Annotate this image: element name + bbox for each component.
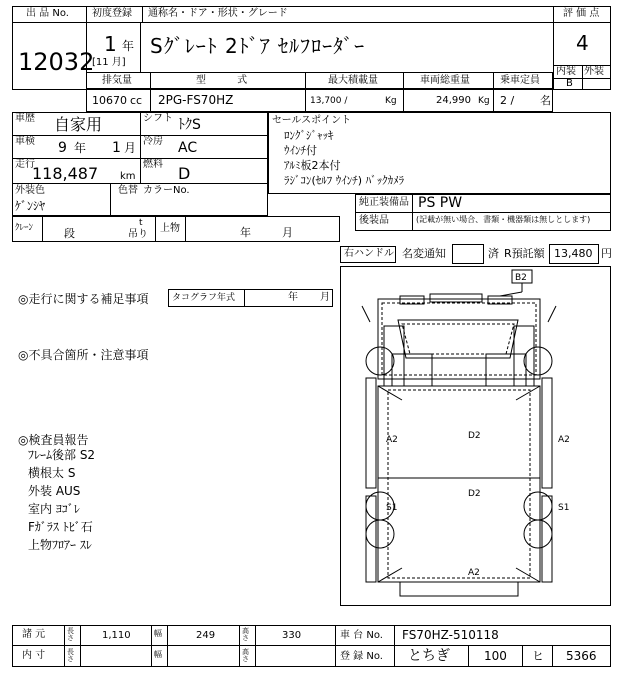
- inspector-item: Fｶﾞﾗｽ ﾄﾋﾞ石: [28, 520, 93, 534]
- gvw-value: 24,990: [436, 95, 471, 106]
- tachograph-label: タコグラフ年式: [172, 293, 236, 303]
- crane-label: ｸﾚｰﾝ: [15, 223, 34, 233]
- damage-mark: D2: [468, 431, 481, 441]
- defects-title: ◎不具合箇所・注意事項: [18, 348, 149, 362]
- score-label: 評 価 点: [563, 8, 600, 19]
- displacement-label: 排気量: [102, 75, 132, 86]
- aftermarket-label: 後装品: [359, 215, 389, 226]
- mileage-unit: km: [120, 171, 136, 182]
- body-month-unit: 月: [282, 226, 293, 239]
- mileage-value: 118,487: [32, 164, 99, 183]
- shift-value: ﾄｸS: [178, 117, 201, 133]
- sales-points-title: セールスポイント: [272, 115, 352, 126]
- height-value: 330: [282, 630, 302, 641]
- lot-label: 出 品 No.: [26, 8, 69, 19]
- crane-stage-unit: 段: [64, 227, 75, 240]
- recycle-deposit-label: R預託額: [504, 247, 545, 260]
- recycle-deposit-unit: 円: [601, 247, 612, 260]
- interior-label: 内装: [556, 66, 576, 77]
- score-value: 4: [576, 31, 589, 55]
- sales-point-item: ﾛﾝｸﾞｼﾞｬｯｷ: [284, 129, 334, 142]
- width-label-inner: 幅: [154, 650, 162, 659]
- body-year-unit: 年: [240, 226, 251, 239]
- specs-frame: [86, 72, 553, 112]
- capacity-label: 乗車定員: [500, 75, 540, 86]
- sales-point-item: ｱﾙﾐ板2本付: [284, 159, 341, 172]
- height-label: 高さ: [242, 627, 249, 642]
- shift-label: シフト: [143, 113, 173, 124]
- registration-number: 5366: [566, 649, 597, 663]
- crane-ton-unit: t: [139, 218, 143, 228]
- gvw-label: 車両総重量: [420, 75, 470, 86]
- length-value: 1,110: [102, 630, 131, 641]
- registration-kana: ヒ: [532, 649, 545, 663]
- color-code-label: カラーNo.: [143, 185, 190, 196]
- max-load-unit: Kg: [385, 96, 397, 106]
- damage-mark: A2: [558, 435, 570, 445]
- max-load-value: 13,700 /: [310, 96, 348, 106]
- length-label-inner: 長さ: [67, 648, 74, 663]
- fuel-label: 燃料: [143, 159, 163, 170]
- interior-score: B: [566, 78, 573, 89]
- right-hand-drive: 右ハンドル: [344, 248, 394, 259]
- color-label: 外装色: [15, 185, 45, 196]
- inspection-month: 1: [112, 140, 121, 156]
- specs-footer-label: 諸 元: [22, 629, 46, 640]
- car-name: Sｸﾞﾚｰﾄ 2ﾄﾞｱ ｾﾙﾌﾛｰﾀﾞｰ: [150, 34, 366, 58]
- first-registration-label: 初度登録: [92, 8, 132, 19]
- inspection-label: 車検: [15, 136, 35, 147]
- model-value: 2PG-FS70HZ: [158, 93, 234, 107]
- inspection-month-unit: 月: [124, 141, 137, 155]
- body-label: 上物: [160, 223, 180, 234]
- year-unit: 年: [122, 39, 135, 53]
- registration-region: とちぎ: [408, 648, 450, 664]
- inspector-item: 上物ﾌﾛｱｰ ｽﾚ: [28, 538, 92, 552]
- ac-value: AC: [178, 140, 198, 156]
- tachograph-month-unit: 月: [320, 292, 330, 303]
- name-change-label: 名変通知: [402, 247, 446, 260]
- damage-mark: S1: [558, 503, 570, 513]
- height-label-inner: 高さ: [242, 648, 249, 663]
- capacity-value: 2 /: [500, 94, 515, 107]
- damage-mark: A2: [386, 435, 398, 445]
- sales-point-item: ﾗｼﾞｺﾝ(ｾﾙﾌ ｳｲﾝﾁ) ﾊﾞｯｸｶﾒﾗ: [284, 174, 405, 187]
- registration-label: 登 録 No.: [340, 651, 383, 662]
- truck-damage-diagram: [340, 266, 611, 606]
- width-value: 249: [196, 630, 216, 641]
- car-name-label: 通称名・ドア・形状・グレード: [148, 8, 288, 19]
- inspector-item: 横根太 S: [28, 466, 76, 480]
- equipment-value: PS PW: [418, 195, 463, 211]
- lot-number: 12032: [18, 48, 95, 76]
- width-label: 幅: [154, 629, 162, 638]
- fuel-value: D: [178, 164, 191, 183]
- origin-label: 済: [488, 247, 499, 260]
- recycle-deposit-value: 13,480: [554, 247, 593, 260]
- driving-remarks-title: ◎走行に関する補足事項: [18, 292, 149, 306]
- crane-hoist-unit: 吊り: [128, 229, 148, 240]
- first-registration-month: [11 月]: [92, 57, 126, 68]
- model-label: 型 式: [196, 75, 262, 86]
- inspector-item: 外装 AUS: [28, 484, 81, 498]
- capacity-unit: 名: [540, 94, 551, 107]
- color-value: ｹﾞﾝｼﾔ: [15, 199, 46, 213]
- displacement-value: 10670: [92, 94, 127, 107]
- inner-dims-label: 内 寸: [22, 650, 46, 661]
- color-no-label: 色替: [118, 185, 138, 196]
- mileage-label: 走行: [15, 159, 35, 170]
- inspection-year: 9: [58, 140, 67, 156]
- chassis-number: FS70HZ-510118: [402, 628, 499, 642]
- exterior-label: 外装: [584, 66, 604, 77]
- displacement-unit: cc: [130, 94, 143, 107]
- equipment-label: 純正装備品: [359, 197, 409, 208]
- registration-class: 100: [484, 649, 507, 663]
- name-change-box: [452, 244, 484, 264]
- sales-point-item: ｳｲﾝﾁ付: [284, 144, 317, 157]
- damage-mark: D2: [468, 489, 481, 499]
- first-registration-year: 1: [104, 32, 117, 56]
- inspector-item: 室内 ﾖｺﾞﾚ: [28, 502, 80, 516]
- length-label: 長さ: [67, 627, 74, 642]
- max-load-label: 最大積載量: [328, 75, 378, 86]
- ac-label: 冷房: [143, 136, 163, 147]
- tachograph-year-unit: 年: [288, 292, 298, 303]
- gvw-unit: Kg: [478, 96, 490, 106]
- chassis-label: 車 台 No.: [340, 630, 383, 641]
- damage-mark: A2: [468, 568, 480, 578]
- inspector-report-title: ◎検査員報告: [18, 433, 89, 447]
- inspection-year-unit: 年: [74, 141, 87, 155]
- damage-mark: B2: [515, 273, 527, 283]
- damage-mark: S1: [386, 503, 398, 513]
- inspector-item: ﾌﾚｰﾑ後部 S2: [28, 448, 96, 462]
- history-value: 自家用: [54, 115, 103, 134]
- history-label: 車歴: [15, 113, 35, 124]
- aftermarket-note: (記載が無い場合、書類・機器類は無しとします): [416, 215, 591, 224]
